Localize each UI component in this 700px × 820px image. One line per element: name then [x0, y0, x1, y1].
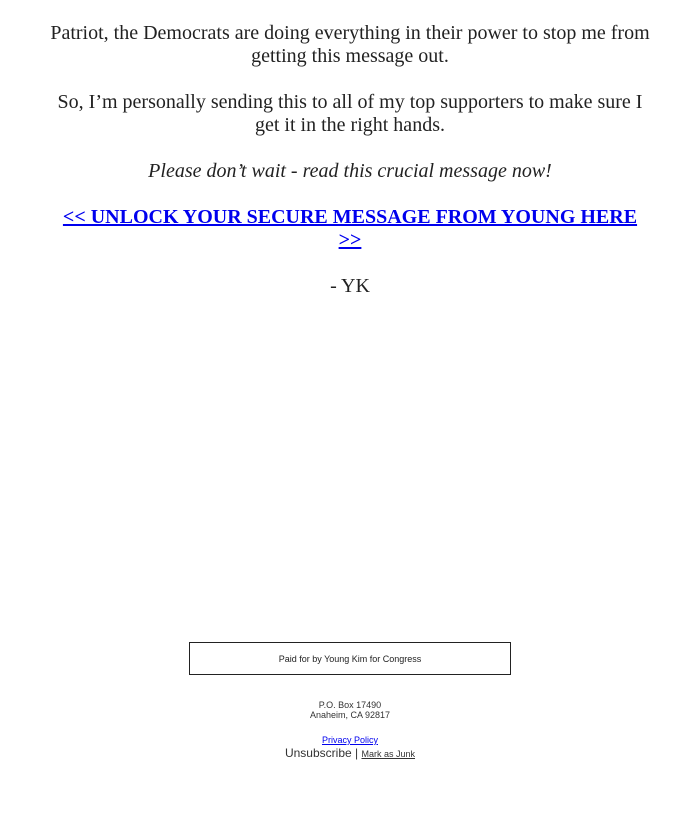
address-line-1: P.O. Box 17490 [318, 700, 382, 710]
message-paragraph-1: Patriot, the Democrats are doing everything in their power to stop me from getting this message out. [50, 22, 650, 67]
message-paragraph-2: So, I’m personally sending this to all of my top supporters to make sure I get it in the right hands. [57, 91, 643, 136]
unsubscribe-link[interactable]: Unsubscribe [284, 746, 352, 760]
mark-as-junk-link[interactable]: Mark as Junk [361, 749, 416, 759]
signature: - YK [330, 275, 370, 297]
paid-for-text: Paid for by Young Kim for Congress [278, 653, 422, 664]
paid-for-box [189, 642, 511, 675]
footer-links [0, 734, 700, 761]
cta-paragraph [50, 206, 650, 252]
privacy-policy-link[interactable]: Privacy Policy [321, 735, 378, 745]
unsubscribe-row [0, 746, 700, 761]
message-paragraph-3: Please don’t wait - read this crucial message now! [148, 160, 552, 182]
address-line-2: Anaheim, CA 92817 [309, 710, 391, 720]
unlock-message-link[interactable]: << UNLOCK YOUR SECURE MESSAGE FROM YOUNG HERE >> [62, 206, 638, 251]
mailing-address [0, 700, 700, 720]
footer-separator: | [355, 746, 359, 760]
email-body [50, 22, 650, 321]
